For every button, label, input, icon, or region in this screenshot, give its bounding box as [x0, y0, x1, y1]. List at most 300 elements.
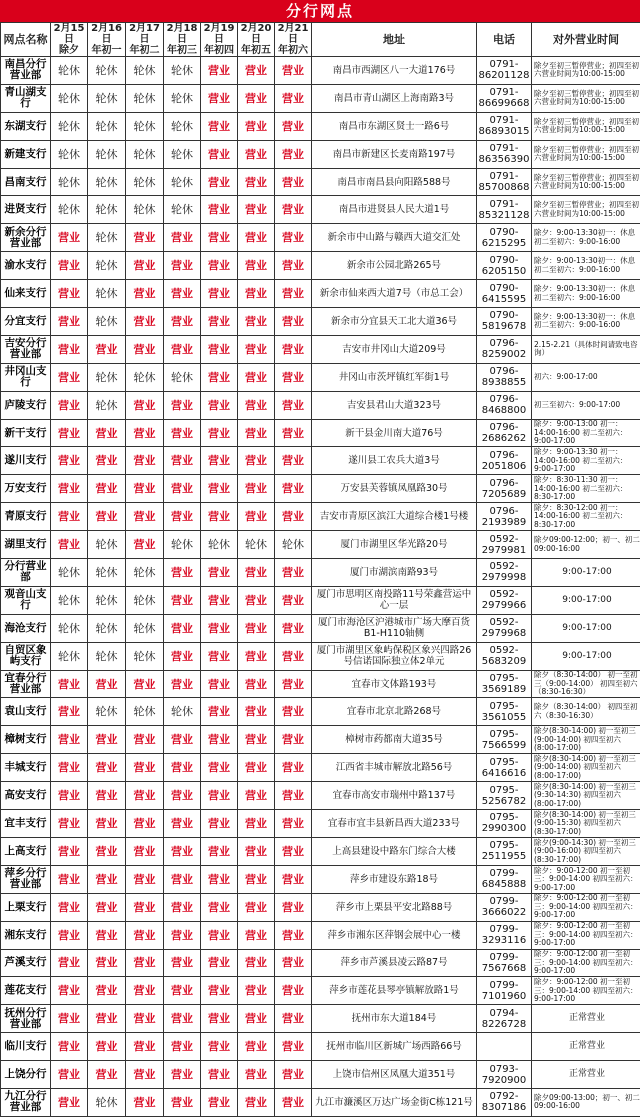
status-cell: 营业	[164, 837, 201, 865]
table-row	[1, 1005, 640, 1033]
hours-cell: 除夕：9:00-13:30 初一：14:00-16:00 初二至初六：9:00-17:00	[532, 447, 640, 475]
hours-cell: 除夕：9:00-13:30初一：休息 初二至初六：9:00-16:00	[532, 280, 640, 308]
status-cell: 轮休	[126, 112, 164, 140]
table-row	[1, 754, 640, 782]
header-day: 2月21日 年初六	[275, 23, 312, 57]
address-cell: 新余市仙来西大道7号（市总工会）	[312, 280, 477, 308]
hours-cell: 除夕：9:00-13:00 初一：14:00-16:00 初二至初六：9:00-17:00	[532, 419, 640, 447]
status-cell: 营业	[238, 308, 275, 336]
status-cell: 营业	[164, 893, 201, 921]
status-cell: 营业	[88, 977, 126, 1005]
table-row	[1, 698, 640, 726]
status-cell: 营业	[201, 977, 238, 1005]
phone-cell: 0795-2511955	[477, 837, 532, 865]
hours-cell: 除夕至初三暂停营业；初四至初六营业时间为10:00-15:00	[532, 57, 640, 85]
status-cell: 轮休	[88, 1088, 126, 1116]
status-cell: 营业	[238, 893, 275, 921]
status-cell: 营业	[275, 698, 312, 726]
table-row	[1, 921, 640, 949]
table-row	[1, 224, 640, 252]
status-cell: 轮休	[88, 224, 126, 252]
branch-name-cell: 宜春分行营业部	[1, 670, 51, 698]
status-cell: 营业	[275, 1061, 312, 1089]
header-name: 网点名称	[1, 23, 51, 57]
status-cell: 营业	[238, 1088, 275, 1116]
phone-cell: 0791-86893015	[477, 112, 532, 140]
status-cell: 营业	[201, 84, 238, 112]
status-cell: 轮休	[51, 168, 88, 196]
status-cell: 营业	[275, 949, 312, 977]
branch-name-cell: 分行营业部	[1, 559, 51, 587]
status-cell: 轮休	[126, 363, 164, 391]
status-cell: 营业	[201, 363, 238, 391]
branch-name-cell: 樟树支行	[1, 726, 51, 754]
branch-name-cell: 新建支行	[1, 140, 51, 168]
table-row	[1, 196, 640, 224]
branch-name-cell: 海沧支行	[1, 614, 51, 642]
hours-cell: 除夕：8:30-11:30 初一：14:00-16:00 初二至初六：8:30-17:00	[532, 475, 640, 503]
hours-cell: 除夕至初三暂停营业；初四至初六营业时间为10:00-15:00	[532, 112, 640, 140]
address-cell: 厦门市思明区南投路11号荣鑫营运中心一层	[312, 586, 477, 614]
status-cell: 营业	[164, 252, 201, 280]
status-cell: 营业	[275, 1005, 312, 1033]
status-cell: 营业	[275, 614, 312, 642]
branch-name-cell: 上饶分行	[1, 1061, 51, 1089]
status-cell: 营业	[201, 280, 238, 308]
status-cell: 轮休	[164, 196, 201, 224]
status-cell: 营业	[164, 726, 201, 754]
hours-cell: 除夕(8:30-14:00) 初一至初三(9:00-14:00) 初四至初六(8:00-17:00)	[532, 754, 640, 782]
status-cell: 轮休	[126, 196, 164, 224]
branch-name-cell: 宜丰支行	[1, 810, 51, 838]
status-cell: 营业	[238, 447, 275, 475]
hours-cell: 除夕：9:00-12:00 初一至初三：9:00-14:00 初四至初六：9:00-17:00	[532, 977, 640, 1005]
phone-cell: 0795-5256782	[477, 782, 532, 810]
status-cell: 营业	[238, 280, 275, 308]
branch-name-cell: 高安支行	[1, 782, 51, 810]
status-cell: 营业	[164, 782, 201, 810]
status-cell: 营业	[126, 224, 164, 252]
hours-cell: 除夕：9:00-13:30初一：休息 初二至初六：9:00-16:00	[532, 252, 640, 280]
status-cell: 营业	[51, 531, 88, 559]
status-cell: 营业	[238, 642, 275, 670]
branch-name-cell: 湖里支行	[1, 531, 51, 559]
phone-cell: 0795-7566599	[477, 726, 532, 754]
address-cell: 宜春市北京北路268号	[312, 698, 477, 726]
status-cell: 营业	[201, 754, 238, 782]
table-row	[1, 252, 640, 280]
address-cell: 万安县芙蓉镇凤凰路30号	[312, 475, 477, 503]
header-day: 2月19日 年初四	[201, 23, 238, 57]
branch-name-cell: 昌南支行	[1, 168, 51, 196]
status-cell: 营业	[51, 335, 88, 363]
status-cell: 轮休	[88, 531, 126, 559]
status-cell: 营业	[164, 754, 201, 782]
branch-table	[0, 22, 640, 1117]
status-cell: 营业	[164, 308, 201, 336]
status-cell: 营业	[275, 308, 312, 336]
status-cell: 营业	[275, 140, 312, 168]
phone-cell: 0796-2686262	[477, 419, 532, 447]
status-cell: 轮休	[201, 531, 238, 559]
status-cell: 轮休	[164, 112, 201, 140]
status-cell: 营业	[238, 1005, 275, 1033]
status-cell: 营业	[201, 586, 238, 614]
status-cell: 营业	[275, 726, 312, 754]
branch-name-cell: 湘东支行	[1, 921, 51, 949]
phone-cell: 0795-3561055	[477, 698, 532, 726]
address-cell: 南昌市西湖区八一大道176号	[312, 57, 477, 85]
hours-cell: 除夕09:00-12:00；初一、初二09:00-16:00	[532, 531, 640, 559]
table-row	[1, 1088, 640, 1116]
status-cell: 轮休	[164, 698, 201, 726]
status-cell: 营业	[51, 475, 88, 503]
status-cell: 营业	[238, 754, 275, 782]
address-cell: 抚州市东大道184号	[312, 1005, 477, 1033]
header-day: 2月16日 年初一	[88, 23, 126, 57]
table-row	[1, 503, 640, 531]
status-cell: 营业	[275, 57, 312, 85]
status-cell: 营业	[88, 1005, 126, 1033]
phone-cell: 0796-2193989	[477, 503, 532, 531]
status-cell: 营业	[238, 1033, 275, 1061]
status-cell: 营业	[51, 503, 88, 531]
status-cell: 营业	[201, 670, 238, 698]
status-cell: 营业	[238, 475, 275, 503]
status-cell: 营业	[275, 447, 312, 475]
status-cell: 营业	[275, 642, 312, 670]
status-cell: 营业	[238, 419, 275, 447]
phone-cell: 0796-8468800	[477, 391, 532, 419]
branch-name-cell: 新干支行	[1, 419, 51, 447]
status-cell: 营业	[275, 865, 312, 893]
status-cell: 营业	[238, 57, 275, 85]
status-cell: 营业	[51, 865, 88, 893]
status-cell: 营业	[275, 196, 312, 224]
branch-name-cell: 抚州分行营业部	[1, 1005, 51, 1033]
status-cell: 营业	[201, 224, 238, 252]
branch-name-cell: 萍乡分行营业部	[1, 865, 51, 893]
address-cell: 宜春市高安市瑞州中路137号	[312, 782, 477, 810]
table-row	[1, 642, 640, 670]
status-cell: 营业	[126, 419, 164, 447]
status-cell: 营业	[275, 84, 312, 112]
status-cell: 营业	[126, 1005, 164, 1033]
status-cell: 营业	[201, 893, 238, 921]
address-cell: 遂川县工农兵大道3号	[312, 447, 477, 475]
status-cell: 营业	[238, 977, 275, 1005]
status-cell: 营业	[88, 1033, 126, 1061]
table-row	[1, 531, 640, 559]
branch-name-cell: 丰城支行	[1, 754, 51, 782]
status-cell: 营业	[51, 308, 88, 336]
address-cell: 宜春市宜丰县新昌西大道233号	[312, 810, 477, 838]
table-row	[1, 280, 640, 308]
branch-name-cell: 芦溪支行	[1, 949, 51, 977]
status-cell: 营业	[238, 726, 275, 754]
status-cell: 营业	[51, 363, 88, 391]
phone-cell: 0799-7567668	[477, 949, 532, 977]
status-cell: 营业	[126, 921, 164, 949]
header-day: 2月17日 年初二	[126, 23, 164, 57]
status-cell: 营业	[275, 1088, 312, 1116]
status-cell: 营业	[275, 977, 312, 1005]
status-cell: 营业	[164, 391, 201, 419]
status-cell: 营业	[275, 810, 312, 838]
phone-cell: 0791-85321128	[477, 196, 532, 224]
phone-cell: 0592-2979981	[477, 531, 532, 559]
status-cell: 轮休	[88, 698, 126, 726]
status-cell: 营业	[238, 363, 275, 391]
table-row	[1, 363, 640, 391]
status-cell: 营业	[275, 670, 312, 698]
status-cell: 营业	[201, 308, 238, 336]
status-cell: 营业	[88, 726, 126, 754]
status-cell: 营业	[201, 810, 238, 838]
status-cell: 营业	[164, 642, 201, 670]
status-cell: 营业	[126, 782, 164, 810]
status-cell: 营业	[126, 252, 164, 280]
status-cell: 营业	[164, 335, 201, 363]
status-cell: 营业	[201, 1033, 238, 1061]
address-cell: 樟树市药都南大道35号	[312, 726, 477, 754]
hours-cell: 除夕至初三暂停营业；初四至初六营业时间为10:00-15:00	[532, 196, 640, 224]
status-cell: 营业	[51, 670, 88, 698]
branch-name-cell: 自贸区象屿支行	[1, 642, 51, 670]
hours-cell: 除夕：9:00-13:30初一：休息 初二至初六：9:00-16:00	[532, 224, 640, 252]
address-cell: 新干县金川南大道76号	[312, 419, 477, 447]
status-cell: 营业	[275, 754, 312, 782]
hours-cell: 除夕至初三暂停营业；初四至初六营业时间为10:00-15:00	[532, 84, 640, 112]
branch-name-cell: 仙来支行	[1, 280, 51, 308]
status-cell: 营业	[275, 252, 312, 280]
hours-cell: 除夕(8:30-14:00) 初一至初三(9:00-14:00) 初四至初六(8:00-17:00)	[532, 726, 640, 754]
status-cell: 营业	[275, 391, 312, 419]
status-cell: 营业	[201, 614, 238, 642]
hours-cell: 除夕（8:30-14:00） 初一至初三（9:00-14:00） 初四至初六（8:30-16:30）	[532, 670, 640, 698]
hours-cell: 9:00-17:00	[532, 559, 640, 587]
status-cell: 营业	[126, 1033, 164, 1061]
status-cell: 营业	[238, 949, 275, 977]
branch-name-cell: 临川支行	[1, 1033, 51, 1061]
status-cell: 营业	[201, 419, 238, 447]
phone-cell: 0793-7920900	[477, 1061, 532, 1089]
status-cell: 营业	[275, 168, 312, 196]
status-cell: 营业	[51, 698, 88, 726]
hours-cell: 正常营业	[532, 1061, 640, 1089]
status-cell: 营业	[275, 503, 312, 531]
status-cell: 轮休	[88, 586, 126, 614]
status-cell: 营业	[201, 252, 238, 280]
status-cell: 营业	[126, 475, 164, 503]
phone-cell: 0791-86699668	[477, 84, 532, 112]
status-cell: 轮休	[164, 140, 201, 168]
branch-name-cell: 进贤支行	[1, 196, 51, 224]
status-cell: 营业	[88, 419, 126, 447]
hours-cell: 除夕(9:00-14:30) 初一至初三(9:00-16:00) 初四至初六(8:30-17:00)	[532, 837, 640, 865]
status-cell: 营业	[275, 586, 312, 614]
address-cell: 江西省丰城市解放北路56号	[312, 754, 477, 782]
status-cell: 营业	[201, 503, 238, 531]
table-row	[1, 168, 640, 196]
table-row	[1, 782, 640, 810]
status-cell: 营业	[275, 837, 312, 865]
status-cell: 营业	[201, 726, 238, 754]
table-row	[1, 614, 640, 642]
table-row	[1, 977, 640, 1005]
phone-cell: 0799-6845888	[477, 865, 532, 893]
phone-cell: 0790-6215295	[477, 224, 532, 252]
status-cell: 营业	[201, 447, 238, 475]
table-row	[1, 57, 640, 85]
status-cell: 营业	[126, 670, 164, 698]
status-cell: 营业	[51, 280, 88, 308]
status-cell: 营业	[238, 168, 275, 196]
status-cell: 营业	[275, 363, 312, 391]
status-cell: 轮休	[88, 196, 126, 224]
status-cell: 营业	[275, 782, 312, 810]
status-cell: 营业	[238, 391, 275, 419]
phone-cell: 0790-6205150	[477, 252, 532, 280]
phone-cell: 0794-8226728	[477, 1005, 532, 1033]
branch-name-cell: 袁山支行	[1, 698, 51, 726]
status-cell: 营业	[164, 921, 201, 949]
status-cell: 营业	[126, 335, 164, 363]
address-cell: 萍乡市湘东区萍钢会展中心一楼	[312, 921, 477, 949]
status-cell: 营业	[51, 1005, 88, 1033]
phone-cell: 0795-6416616	[477, 754, 532, 782]
table-row	[1, 475, 640, 503]
branch-name-cell: 青原支行	[1, 503, 51, 531]
status-cell: 营业	[51, 391, 88, 419]
status-cell: 轮休	[88, 559, 126, 587]
status-cell: 轮休	[126, 84, 164, 112]
status-cell: 营业	[51, 1088, 88, 1116]
status-cell: 轮休	[126, 168, 164, 196]
phone-cell: 0592-2979968	[477, 614, 532, 642]
status-cell: 轮休	[126, 614, 164, 642]
status-cell: 轮休	[88, 140, 126, 168]
phone-cell: 0790-6415595	[477, 280, 532, 308]
status-cell: 轮休	[88, 252, 126, 280]
table-row	[1, 112, 640, 140]
status-cell: 营业	[51, 447, 88, 475]
status-cell: 营业	[238, 140, 275, 168]
status-cell: 营业	[238, 252, 275, 280]
table-row	[1, 84, 640, 112]
branch-name-cell: 上高支行	[1, 837, 51, 865]
branch-name-cell: 遂川支行	[1, 447, 51, 475]
phone-cell: 0791-86201128	[477, 57, 532, 85]
status-cell: 营业	[201, 1005, 238, 1033]
table-row	[1, 670, 640, 698]
status-cell: 营业	[201, 921, 238, 949]
hours-cell: 9:00-17:00	[532, 586, 640, 614]
status-cell: 轮休	[51, 140, 88, 168]
status-cell: 营业	[126, 503, 164, 531]
table-row	[1, 308, 640, 336]
status-cell: 营业	[51, 810, 88, 838]
status-cell: 营业	[51, 224, 88, 252]
status-cell: 营业	[201, 865, 238, 893]
phone-cell: 0795-3569189	[477, 670, 532, 698]
status-cell: 营业	[88, 335, 126, 363]
hours-cell: 初六：9:00-17:00	[532, 363, 640, 391]
status-cell: 轮休	[88, 280, 126, 308]
branch-name-cell: 井冈山支行	[1, 363, 51, 391]
status-cell: 营业	[88, 754, 126, 782]
table-row	[1, 419, 640, 447]
hours-cell: 正常营业	[532, 1005, 640, 1033]
status-cell: 营业	[238, 335, 275, 363]
status-cell: 营业	[238, 503, 275, 531]
status-cell: 营业	[201, 1061, 238, 1089]
hours-cell: 除夕：9:00-12:00 初一至初三：9:00-14:00 初四至初六：9:00-17:00	[532, 921, 640, 949]
status-cell: 营业	[201, 391, 238, 419]
status-cell: 营业	[238, 112, 275, 140]
address-cell: 萍乡市芦溪县凌云路87号	[312, 949, 477, 977]
branch-name-cell: 莲花支行	[1, 977, 51, 1005]
address-cell: 厦门市湖里区象屿保税区象兴四路26号信诺国际独立体2单元	[312, 642, 477, 670]
status-cell: 营业	[238, 1061, 275, 1089]
status-cell: 营业	[51, 419, 88, 447]
status-cell: 营业	[201, 1088, 238, 1116]
status-cell: 轮休	[51, 84, 88, 112]
status-cell: 营业	[164, 670, 201, 698]
status-cell: 营业	[201, 335, 238, 363]
status-cell: 营业	[275, 921, 312, 949]
status-cell: 营业	[164, 810, 201, 838]
status-cell: 营业	[126, 447, 164, 475]
status-cell: 营业	[164, 475, 201, 503]
status-cell: 营业	[164, 1088, 201, 1116]
table-row	[1, 949, 640, 977]
phone-cell: 0791-85700868	[477, 168, 532, 196]
status-cell: 营业	[201, 140, 238, 168]
hours-cell: 除夕：9:00-12:00 初一至初三：9:00-14:00 初四至初六：9:00-17:00	[532, 865, 640, 893]
status-cell: 营业	[275, 335, 312, 363]
phone-cell: 0799-3666022	[477, 893, 532, 921]
phone-cell: 0592-2979998	[477, 559, 532, 587]
address-cell: 宜春市文体路193号	[312, 670, 477, 698]
hours-cell: 除夕(8:30-14:00) 初一至初三(9:00-15:30) 初四至初六(8:30-17:00)	[532, 810, 640, 838]
status-cell: 营业	[275, 893, 312, 921]
status-cell: 营业	[201, 949, 238, 977]
status-cell: 营业	[51, 921, 88, 949]
status-cell: 轮休	[126, 559, 164, 587]
status-cell: 轮休	[126, 698, 164, 726]
address-cell: 厦门市海沧区沪港城市广场大摩百货B1-H110轴侧	[312, 614, 477, 642]
status-cell: 营业	[238, 782, 275, 810]
status-cell: 轮休	[51, 614, 88, 642]
status-cell: 营业	[164, 949, 201, 977]
header-row	[1, 23, 640, 57]
phone-cell: 0796-7205689	[477, 475, 532, 503]
hours-cell: 初三至初六：9:00-17:00	[532, 391, 640, 419]
status-cell: 营业	[238, 837, 275, 865]
hours-cell: 除夕：9:00-13:30初一：休息 初二至初六：9:00-16:00	[532, 308, 640, 336]
status-cell: 营业	[126, 837, 164, 865]
branch-name-cell: 南昌分行营业部	[1, 57, 51, 85]
branch-name-cell: 分宜支行	[1, 308, 51, 336]
header-day: 2月20日 年初五	[238, 23, 275, 57]
address-cell: 南昌市青山湖区上海南路3号	[312, 84, 477, 112]
phone-cell: 0792-8307186	[477, 1088, 532, 1116]
address-cell: 萍乡市上栗县平安北路88号	[312, 893, 477, 921]
hours-cell: 除夕至初三暂停营业；初四至初六营业时间为10:00-15:00	[532, 168, 640, 196]
hours-cell: 2.15-2.21（具体时间请致电咨询）	[532, 335, 640, 363]
address-cell: 萍乡市莲花县琴亭镇解放路1号	[312, 977, 477, 1005]
